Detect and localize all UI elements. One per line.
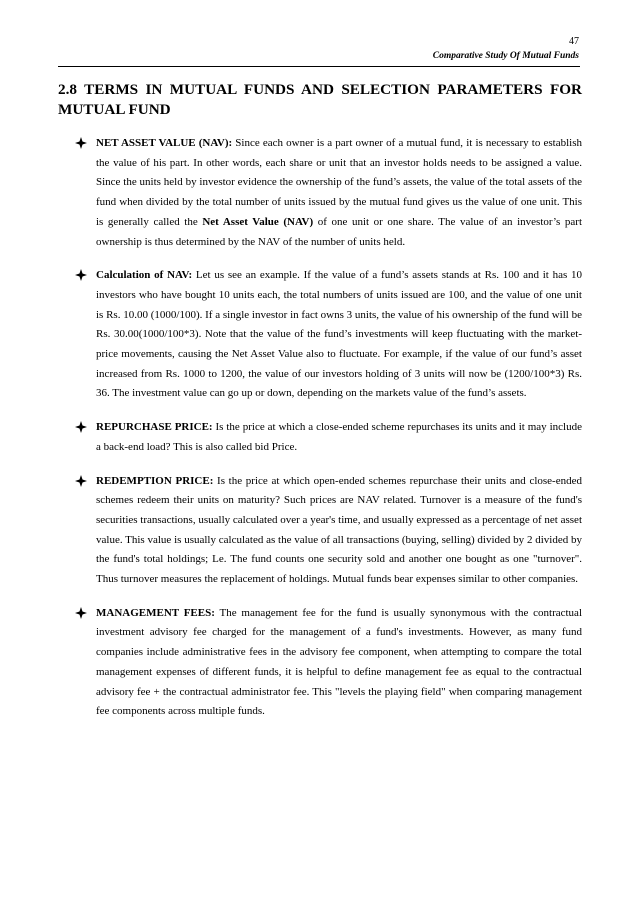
diamond-bullet-icon: [75, 472, 89, 492]
item-term: Calculation of NAV:: [96, 269, 193, 282]
terms-list: [74, 134, 582, 722]
item-term: NET ASSET VALUE (NAV):: [96, 137, 233, 149]
item-text: The management fee for the fund is usually synonymous with the contractual investment advisory fee charged for the management of a fund's investments. However, as many fund companies include administrative fees in the advisory fee component, when attempting to compare the total management expenses of different funds, it is helpful to define management fee as equal to the contractual advisory fee + the contractual administrator fee. This "levels the playing field" when comparing management fee components across multiple funds.: [96, 606, 582, 718]
item-text: Since each owner is a part owner of a mutual fund, it is necessary to establish the value of his part. In other words, each share or unit that an investor holds needs to be assigned a value. Since the units held by investor evidence the ownership of the fund’s assets, the value of the total assets of the fund when divided by the total number of units issued by the mutual fund gives us the value of one unit. This is generally called the: [96, 137, 582, 228]
item-text: Is the price at which open-ended schemes repurchase their units and close-ended schemes redeem their units on maturity? Such prices are NAV related. Turnover is a measure of the fund's securities transactions, usually calculated over a year's time, and usually expressed as a percentage of net asset value. This value is usually calculated as the value of all transactions (buying, selling) divided by 2 divided by the fund's total holdings; Le. The fund counts one security sold and another one bought as one "turnover". Thus turnover measures the replacement of holdings. Mutual funds bear expenses similar to other companies.: [96, 474, 582, 586]
page-number: 47: [569, 36, 579, 47]
diamond-bullet-icon: [75, 604, 89, 624]
header-rule: [58, 66, 580, 67]
diamond-bullet-icon: [75, 266, 89, 286]
item-term: MANAGEMENT FEES:: [96, 606, 215, 619]
list-item-nav-calculation: [74, 266, 582, 404]
list-item-repurchase-price: [74, 418, 582, 457]
diamond-bullet-icon: [75, 418, 89, 438]
list-item-nav: [74, 134, 582, 252]
item-text: Is the price at which a close-ended scheme repurchases its units and it may include a back-end load? This is also called bid Price.: [96, 421, 582, 453]
item-emphasis: Net Asset Value (NAV): [202, 215, 314, 228]
running-head: Comparative Study Of Mutual Funds: [432, 51, 579, 61]
section-title: 2.8 TERMS IN MUTUAL FUNDS AND SELECTION PARAMETERS FOR MUTUAL FUND: [58, 81, 582, 118]
item-term: REPURCHASE PRICE:: [96, 421, 213, 434]
item-text-after: of one unit or one share. The value of an investor’s part ownership is thus determined by the NAV of the number of units held.: [96, 215, 583, 248]
diamond-bullet-icon: [75, 134, 89, 154]
list-item-redemption-price: [74, 472, 582, 590]
list-item-management-fees: [74, 604, 582, 722]
item-text: Let us see an example. If the value of a fund’s assets stands at Rs. 100 and it has 10 investors who have bought 10 units each, the total numbers of units issued are 100, and the value of one unit is Rs. 10.00 (1000/100). If a single investor in fact owns 3 units, the value of his ownership of the fund will be Rs. 30.00(1000/100*3). Note that the value of the fund’s investments will keep fluctuating with the market-price movements, causing the Net Asset Value also to fluctuate. For example, if the value of our fund’s asset increased from Rs. 1000 to 1200, the value of our investors holding of 3 units will now be (1200/100*3) Rs. 36. The investment value can go up or down, depending on the markets value of the fund’s assets.: [96, 269, 583, 400]
item-term: REDEMPTION PRICE:: [96, 474, 214, 487]
